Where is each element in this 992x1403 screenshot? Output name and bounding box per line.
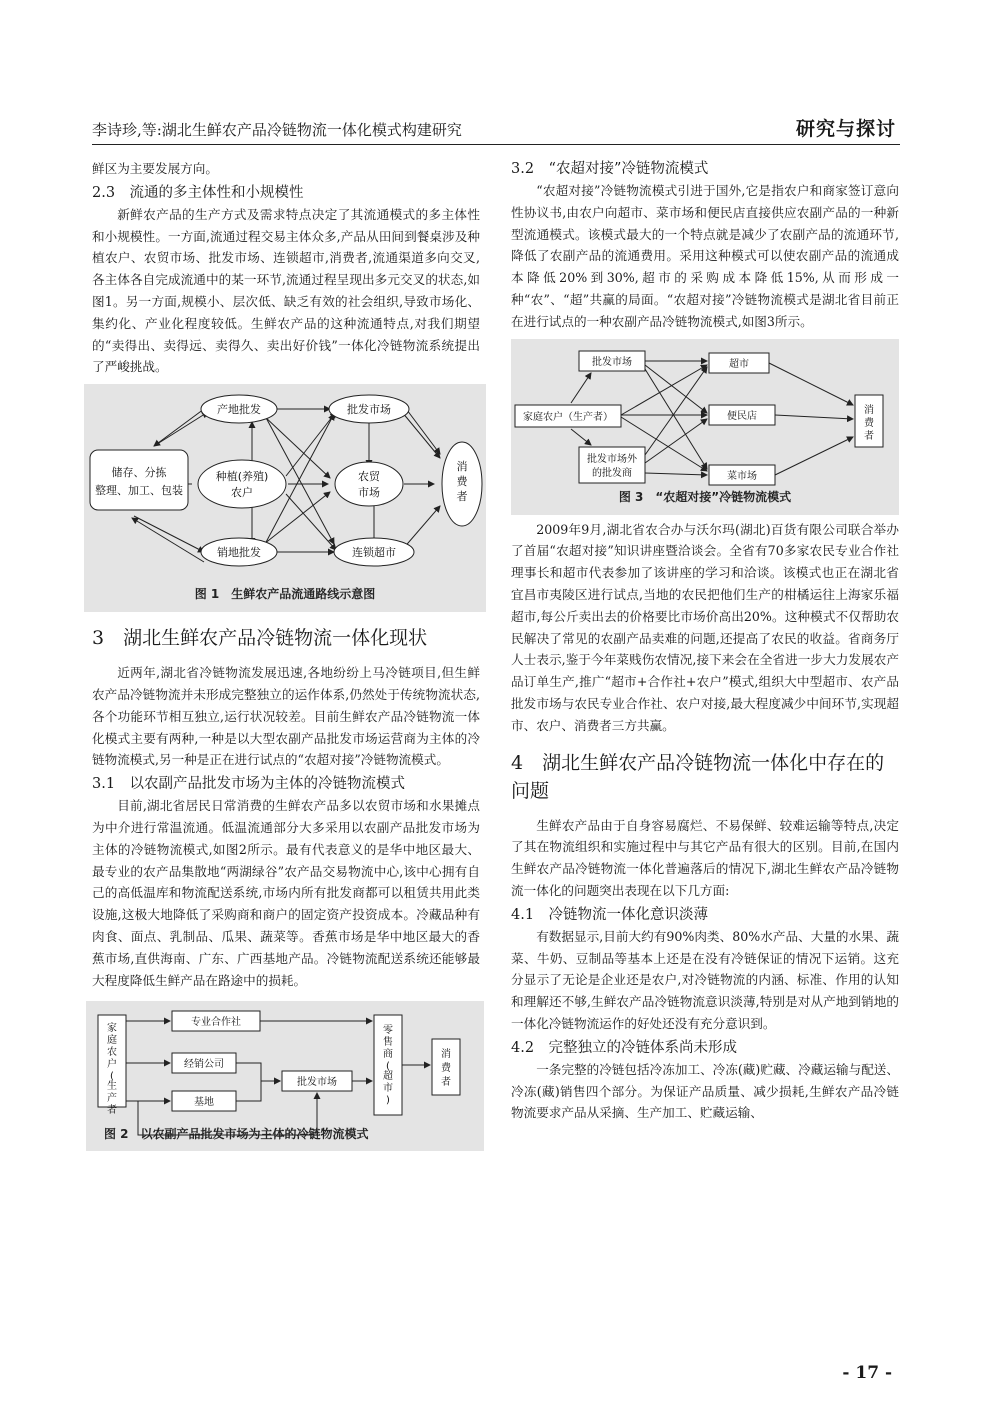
paragraph: 生鲜农产品由于自身容易腐烂、不易保鲜、较难运输等特点,决定了其在物流组织和实施过程中与其它产品有很大的区别。目前,在国内生鲜农产品冷链物流一体化普遍落后的情况下,湖北生鲜农产品冷链物流一体化的问题突出表现在以下几方面:: [511, 817, 899, 898]
node-pifa-shichang: 批发市场: [592, 356, 632, 368]
figure-3-caption: 图 3 “农超对接”冷链物流模式: [618, 489, 792, 504]
node-chucun-line1: 储存、分拣: [111, 466, 167, 480]
paragraph: 有数据显示,目前大约有90%肉类、80%水产品、大量的水果、蔬菜、牛奶、豆制品等基本上还是在没有冷链保证的情况下运销。这充分显示了无论是企业还是农户,对冷链物流的内涵、标准、作用的认知和理解还不够,生鲜农产品冷链物流意识淡薄,特别是对从产地到销地的一体化冷链物流运作的好处还没有充分意识到。: [511, 928, 899, 1031]
paragraph: “农超对接”冷链物流模式引进于国外,它是指农户和商家签订意向性协议书,由农户向超市、菜市场和便民店直接供应农副产品的一种新型流通模式。该模式最大的一个特点就是减少了农副产品的流通环节,降低了农副产品的流通费用。采用这种模式可以使农副产品的流通成本降低20%到30%,超市的采购成本降低15%,从而形成一种“农”、“超”共赢的局面。“农超对接”冷链物流模式是湖北省目前正在进行试点的一种农副产品冷链物流模式,如图3所示。: [511, 183, 899, 329]
paragraph: 新鲜农产品的生产方式及需求特点决定了其流通模式的多主体性和小规模性。一方面,流通过程交易主体众多,产品从田间到餐桌涉及种植农户、农贸市场、批发市场、连锁超市,消费者,流通渠道多向交叉,各主体各自完成流通中的某一环节,流通过程呈现出多元交叉的状态,如图1。另一方面,规模小、层次低、缺乏有效的社会组织,导致市场化、集约化、产业化程度较低。生鲜农产品的这种流通特点,对我们期望的“卖得出、卖得远、卖得久、卖出好价钱”一体化冷链物流系统提出了严峻挑战。: [92, 206, 480, 375]
page-number: - 17 -: [842, 1363, 892, 1383]
node-chucun-line2: 整理、加工、包装: [95, 484, 183, 498]
left-column: [92, 158, 480, 1155]
figure-2-caption: 图 2 以农副产品批发市场为主体的冷链物流模式: [104, 1126, 369, 1141]
section-3-1-heading: 3.1 以农副产品批发市场为主体的冷链物流模式: [92, 776, 406, 793]
paragraph: 近两年,湖北省冷链物流发展迅速,各地纷纷上马冷链项目,但生鲜农产品冷链物流并未形成完整独立的运作体系,仍然处于传统物流状态,各个功能环节相互独立,运行状况较差。目前生鲜农产品冷链物流一体化模式主要有两种,一种是以大型农副产品批发市场运营商为主体的冷链物流模式,另一种是正在进行试点的“农超对接”冷链物流模式。: [92, 665, 480, 768]
figure-1-caption: 图 1 生鲜农产品流通路线示意图: [194, 587, 376, 602]
node-jidi: 基地: [194, 1097, 214, 1109]
figure-1-diagram: [84, 384, 486, 612]
running-header-title: 李诗珍,等:湖北生鲜农产品冷链物流一体化模式构建研究: [92, 121, 462, 139]
node-caishichang: 菜市场: [727, 470, 757, 482]
node-zhongzhi-line2: 农户: [231, 486, 253, 500]
node-jiating-nonghu: 家庭农户(生产者: [107, 1023, 117, 1117]
section-3-heading: 3 湖北生鲜农产品冷链物流一体化现状: [92, 627, 428, 650]
node-xiaofeizhe: 消费者: [864, 404, 874, 442]
node-xiaofeizhe: 消费者: [441, 1049, 451, 1089]
node-bianmindian: 便民店: [727, 410, 757, 422]
section-3-2-heading: 3.2 “农超对接”冷链物流模式: [511, 161, 709, 177]
paragraph: 一条完整的冷链包括冷冻加工、冷冻(藏)贮藏、冷藏运输与配送、冷冻(藏)销售四个部分。为保证产品质量、减少损耗,生鲜农产品冷链物流要求产品从采摘、生产加工、贮藏运输、: [511, 1061, 899, 1121]
node-liansuo-chaoshi: 连锁超市: [352, 546, 396, 560]
node-xiaodi-pifa: 销地批发: [217, 546, 261, 560]
node-chandi-pifa: 产地批发: [217, 403, 261, 417]
paragraph: 目前,湖北省居民日常消费的生鲜农产品多以农贸市场和水果摊点为中介进行常温流通。低温流通部分大多采用以农副产品批发市场为主体的冷链物流模式,如图2所示。最有代表意义的是华中地区最大、最专业的农产品集散地“两湖绿谷”农产品交易物流中心,该中心拥有自己的高低温库和物流配送系统,市场内所有批发商都可以租赁共用此类设施,这极大地降低了采购商和商户的固定资产投资成本。冷藏品种有肉食、面点、乳制品、瓜果、蔬菜等。香蕉市场是华中地区最大的香蕉市场,直供海南、广东、广西基地产品。冷链物流配送系统还能够最大程度降低生鲜产品在路途中的损耗。: [92, 798, 480, 988]
node-xiaofeizhe: 消费者: [456, 460, 468, 504]
section-4-2-heading: 4.2 完整独立的冷链体系尚未形成: [511, 1039, 738, 1056]
paragraph: 2009年9月,湖北省农合办与沃尔玛(湖北)百货有限公司联合举办了首届“农超对接”知识讲座暨洽谈会。全省有70多家农民专业合作社理事长和超市代表参加了该讲座的学习和洽谈。该模式也正在湖北省宜昌市夷陵区进行试点,当地的农民把他们生产的柑橘运往上海家乐福超市,每公斤卖出去的价格要比市场价高出20%。这种模式不仅帮助农民解决了常见的农副产品卖难的问题,还提高了农民的收益。省商务厅人士表示,鉴于今年菜贱伤农情况,接下来会在全省进一步大力发展农产品订单生产,推广“超市+合作社+农户”模式,组织大中型超市、农产品批发市场与农民专业合作社、农户对接,最大程度减少中间环节,实现超市、农户、消费者三方共赢。: [511, 521, 899, 733]
header-rule: [92, 144, 900, 145]
paragraph: 鲜区为主要发展方向。: [92, 161, 218, 176]
node-pifa-shichang: 批发市场: [347, 403, 391, 417]
figure-1: [84, 384, 486, 612]
node-lingshou: 零售商(超市): [383, 1025, 393, 1107]
node-nongmao-line2: 市场: [358, 486, 380, 500]
node-jiating-nonghu: 家庭农户（生产者）: [523, 411, 613, 423]
node-hezuoshe: 专业合作社: [191, 1017, 241, 1029]
running-header-section: 研究与探讨: [795, 118, 896, 140]
node-chaoshi: 超市: [729, 358, 749, 370]
node-waipifa-line2: 的批发商: [592, 467, 632, 479]
node-pifa-shichang: 批发市场: [297, 1077, 337, 1089]
node-jingxiao: 经销公司: [184, 1059, 224, 1071]
node-zhongzhi-line1: 种植(养殖): [215, 470, 269, 484]
node-nongmao-line1: 农贸: [358, 470, 380, 484]
figure-3: [511, 339, 899, 515]
section-2-3-heading: 2.3 流通的多主体性和小规模性: [92, 184, 304, 201]
node-waipifa-line1: 批发市场外: [587, 453, 637, 465]
right-column: [511, 158, 899, 1124]
section-4-heading: 4 湖北生鲜农产品冷链物流一体化中存在的问题: [511, 751, 885, 802]
figure-2: [86, 1001, 484, 1151]
section-4-1-heading: 4.1 冷链物流一体化意识淡薄: [511, 906, 709, 923]
